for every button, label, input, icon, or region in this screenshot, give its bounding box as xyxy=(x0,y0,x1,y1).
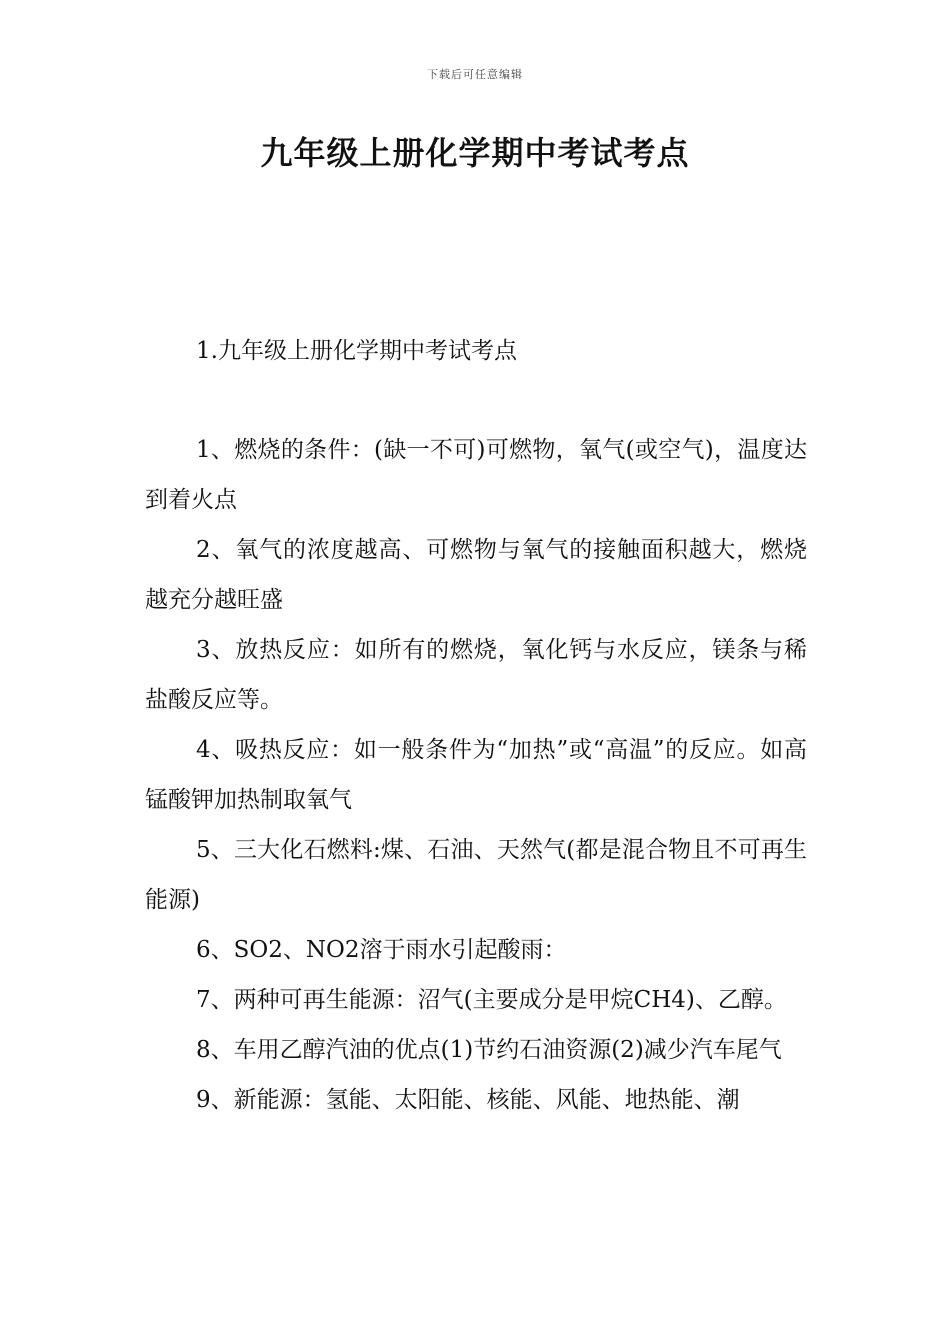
paragraph-9: 9、新能源：氢能、太阳能、核能、风能、地热能、潮 xyxy=(196,1087,740,1113)
paragraph-3: 3、放热反应：如所有的燃烧，氧化钙与水反应，镁条与稀盐酸反应等。 xyxy=(145,637,807,713)
section-heading: 1.九年级上册化学期中考试考点 xyxy=(196,338,517,364)
document-body xyxy=(145,425,807,1125)
paragraph-1: 1、燃烧的条件：(缺一不可)可燃物，氧气(或空气)，温度达到着火点 xyxy=(145,437,807,513)
paragraph-8: 8、车用乙醇汽油的优点(1)节约石油资源(2)减少汽车尾气 xyxy=(196,1037,782,1063)
paragraph-6: 6、SO2、NO2溶于雨水引起酸雨： xyxy=(196,937,567,963)
paragraph-2: 2、氧气的浓度越高、可燃物与氧气的接触面积越大，燃烧越充分越旺盛 xyxy=(145,537,807,613)
paragraph-4: 4、吸热反应：如一般条件为“加热”或“高温”的反应。如高锰酸钾加热制取氧气 xyxy=(145,737,807,813)
paragraph-5: 5、三大化石燃料:煤、石油、天然气(都是混合物且不可再生能源) xyxy=(145,837,807,913)
header-note: 下载后可任意编辑 xyxy=(427,68,523,81)
paragraph-7: 7、两种可再生能源：沼气(主要成分是甲烷CH4)、乙醇。 xyxy=(196,987,787,1013)
document-title: 九年级上册化学期中考试考点 xyxy=(260,134,690,172)
